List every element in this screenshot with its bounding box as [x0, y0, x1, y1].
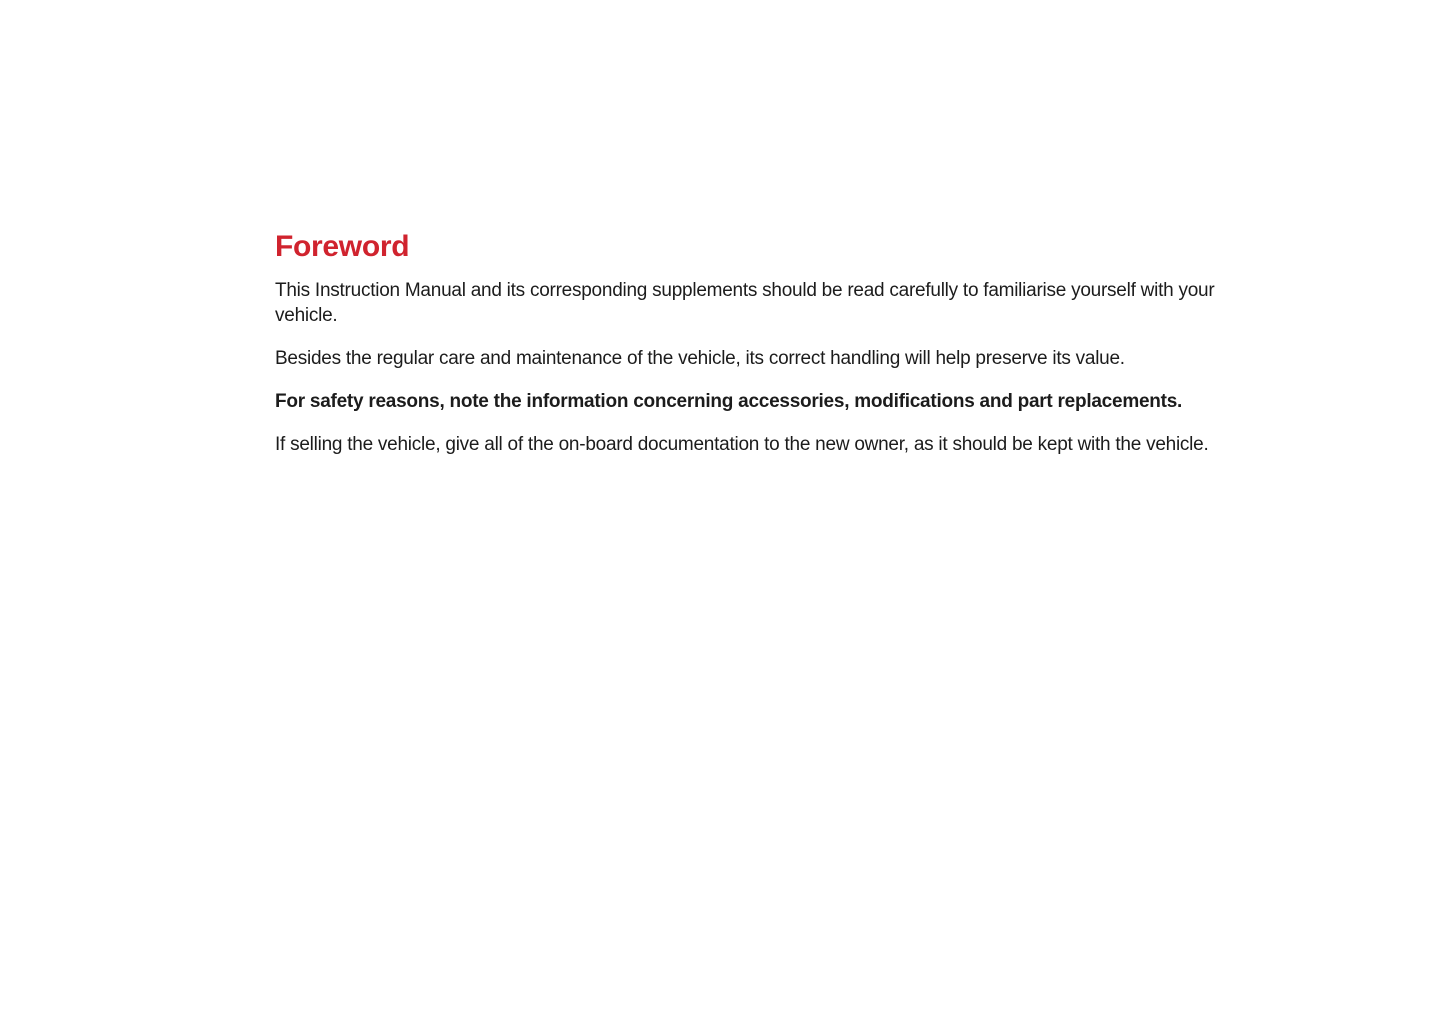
paragraph-intro: This Instruction Manual and its corresponding supplements should be read carefully to familiarise yourself with your vehicle.	[275, 280, 1215, 326]
paragraph-safety-notice: For safety reasons, note the information concerning accessories, modifications and part replacements.	[275, 391, 1183, 412]
page-title: Foreword	[275, 230, 410, 263]
paragraph-selling-vehicle: If selling the vehicle, give all of the on-board documentation to the new owner, as it should be kept with the vehicle.	[275, 434, 1209, 455]
foreword-section	[275, 232, 1237, 475]
paragraph-care-maintenance: Besides the regular care and maintenance of the vehicle, its correct handling will help preserve its value.	[275, 348, 1125, 369]
